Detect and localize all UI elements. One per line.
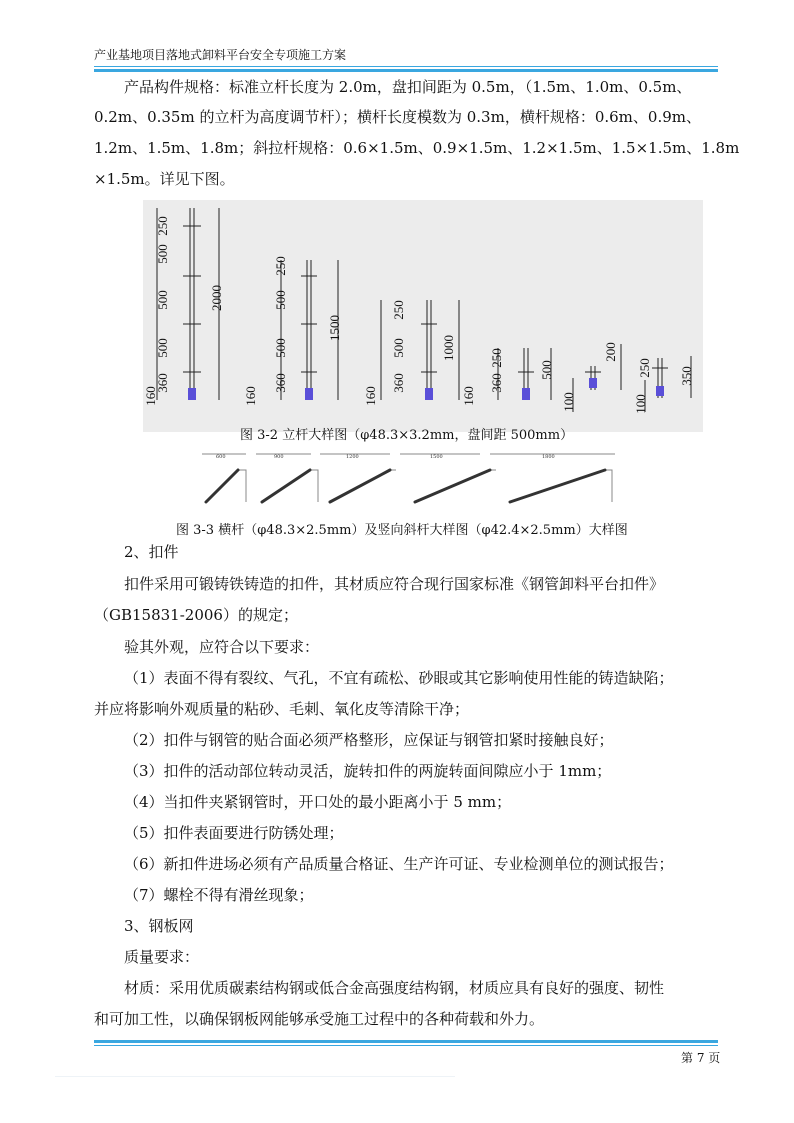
section-2-line: （4）当扣件夹紧钢管时，开口处的最小距离小于 5 mm；	[124, 793, 512, 811]
dim-label: 200	[603, 342, 618, 362]
dim-label: 360	[489, 373, 504, 393]
ledger-label: 1800	[542, 454, 555, 460]
dim-label: 100	[561, 392, 576, 412]
section-2-line: 扣件采用可锻铸铁铸造的扣件，其材质应符合现行国家标准《钢管卸料平台扣件》	[124, 575, 665, 593]
section-2-line: （1）表面不得有裂纹、气孔，不宜有疏松、砂眼或其它影响使用性能的铸造缺陷；	[124, 669, 674, 687]
dim-label: 500	[155, 338, 170, 358]
dim-label: 500	[539, 360, 554, 380]
fitting-1	[188, 388, 196, 400]
dim-label: 1500	[327, 315, 342, 341]
dim-label: 100	[633, 394, 648, 414]
dim-label: 160	[143, 386, 158, 406]
section-2-line: （GB15831-2006）的规定；	[94, 606, 298, 624]
dim-label: 250	[155, 216, 170, 236]
dim-label: 500	[391, 338, 406, 358]
dim-label: 2000	[209, 285, 224, 311]
dim-label: 160	[363, 386, 378, 406]
dim-label: 250	[489, 348, 504, 368]
ledger-label: 900	[274, 454, 284, 460]
dim-label: 360	[155, 373, 170, 393]
section-2-line: （3）扣件的活动部位转动灵活，旋转扣件的两旋转面间隙应小于 1mm；	[124, 762, 612, 780]
ledger-label: 1200	[346, 454, 359, 460]
header-rule-thin	[94, 66, 718, 67]
header-title: 产业基地项目落地式卸料平台安全专项施工方案	[94, 48, 347, 62]
section-3-line: 和可加工性，以确保钢板网能够承受施工过程中的各种荷载和外力。	[94, 1010, 545, 1028]
figure-3-3-caption: 图 3-3 横杆（φ48.3×2.5mm）及竖向斜杆大样图（φ42.4×2.5mm）大样图	[176, 523, 628, 538]
section-2-line: （2）扣件与钢管的贴合面必须严格整形，应保证与钢管扣紧时接触良好；	[124, 731, 614, 749]
dim-label: 160	[461, 386, 476, 406]
intro-line-4: ×1.5m。详见下图。	[94, 170, 235, 188]
dim-label: 160	[243, 386, 258, 406]
dim-label: 360	[391, 373, 406, 393]
intro-line-2: 0.2m、0.35m 的立杆为高度调节杆）；横杆长度模数为 0.3m，横杆规格：0.6m、0.9m、	[94, 108, 701, 126]
intro-line-3: 1.2m、1.5m、1.8m；斜拉杆规格：0.6×1.5m、0.9×1.5m、1.2×1.5m、1.5×1.5m、1.8m	[94, 139, 740, 157]
dim-label: 360	[273, 373, 288, 393]
diagram-background	[143, 200, 703, 432]
section-2-line: （5）扣件表面要进行防锈处理；	[124, 824, 344, 842]
dim-label: 250	[637, 358, 652, 378]
faint-divider	[55, 1076, 455, 1077]
section-2-line: （7）螺栓不得有滑丝现象；	[124, 886, 314, 904]
ledger-label: 1500	[430, 454, 443, 460]
fitting-5	[589, 378, 597, 388]
section-3-line: 材质：采用优质碳素结构钢或低合金高强度结构钢，材质应具有良好的强度、韧性	[124, 979, 665, 997]
ledger-label: 600	[216, 454, 226, 460]
section-3-line: 质量要求：	[124, 948, 200, 966]
dim-label: 500	[155, 244, 170, 264]
dim-label: 500	[273, 338, 288, 358]
section-3-title: 3、钢板网	[124, 917, 194, 935]
dim-label: 350	[679, 366, 694, 386]
fitting-2	[305, 388, 313, 400]
section-2-title: 2、扣件	[124, 543, 179, 561]
upright-pole-diagram	[143, 200, 703, 432]
section-2-line: 并应将影响外观质量的粘砂、毛刺、氧化皮等清除干净；	[94, 700, 470, 718]
dim-label: 500	[273, 290, 288, 310]
dim-label: 250	[391, 300, 406, 320]
ledger-brace-diagram	[190, 446, 620, 516]
dim-label: 1000	[441, 335, 456, 361]
footer-rule-thick	[94, 1040, 718, 1043]
header-rule-thick	[94, 69, 718, 72]
dim-label: 250	[273, 256, 288, 276]
page-number: 第 7 页	[681, 1051, 721, 1065]
section-2-line: 验其外观，应符合以下要求：	[124, 638, 320, 656]
dim-label: 500	[155, 290, 170, 310]
fitting-6	[656, 386, 664, 396]
fitting-3	[425, 388, 433, 400]
fitting-4	[522, 388, 530, 400]
intro-line-1: 产品构件规格：标准立杆长度为 2.0m，盘扣间距为 0.5m，（1.5m、1.0m、0.5m、	[124, 78, 692, 96]
footer-rule-thin	[94, 1045, 718, 1046]
figure-3-2-caption: 图 3-2 立杆大样图（φ48.3×3.2mm，盘间距 500mm）	[240, 428, 574, 443]
section-2-line: （6）新扣件进场必须有产品质量合格证、生产许可证、专业检测单位的测试报告；	[124, 855, 674, 873]
